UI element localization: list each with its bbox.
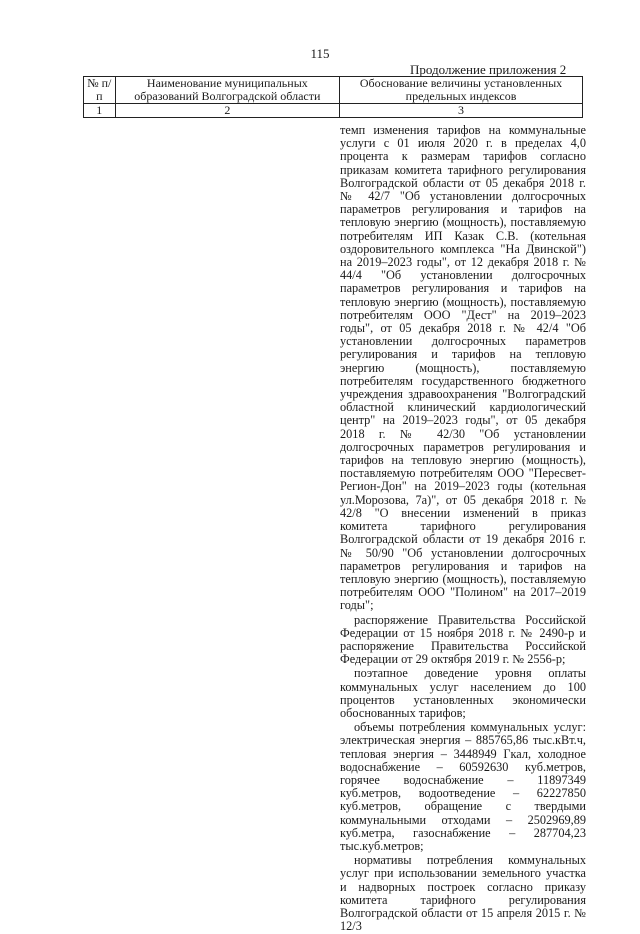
continuation-note: Продолжение приложения 2 [410,62,567,77]
column-number-3: 3 [340,104,583,118]
justification-text [340,124,586,934]
column-number-1: 1 [84,104,116,118]
paragraph-consumption-volumes: объемы потребления коммунальных услуг: электрическая энергия – 885765,86 тыс.кВт.ч, тепловая энергия – 3448949 Гкал, холодное водоснабжение – 60592630 куб.метров, горячее водоснабжение – 11897349 куб.метров, водоотведение – 62227850 куб.метров, обращение с твердыми коммунальными отходами – 2502969,89 куб.метра, газоснабжение – 287704,23 тыс.куб.метров; [340,720,586,853]
header-row [84,77,583,104]
paragraph-consumption-norms: нормативы потребления коммунальных услуг при использовании земельного участка и надворных построек согласно приказу комитета тарифного регулирования Волгоградской области от 15 апреля 2015 г. № 12/3 [340,853,586,934]
header-col-justification: Обоснование величины установленных предельных индексов [340,77,583,104]
column-number-row [84,104,583,118]
table-header [83,76,583,118]
paragraph-government-orders: распоряжение Правительства Российской Федерации от 15 ноября 2018 г. № 2490-р и распоряжение Правительства Российской Федерации от 29 октября 2019 г. № 2556-р; [340,612,586,667]
column-number-2: 2 [115,104,339,118]
page-number: 115 [310,46,330,61]
header-col-municipality: Наименование муниципальных образований Волгоградской области [115,77,339,104]
paragraph-tariff-rate: темп изменения тарифов на коммунальные услуги с 01 июля 2020 г. в пределах 4,0 процента к размерам тарифов согласно приказам комитета тарифного регулирования Волгоградской области от 05 декабря 2018 г. № 42/7 "Об установлении долгосрочных параметров регулирования и тарифов на тепловую энергию (мощность), поставляемую потребителям ИП Казак С.В. (котельная оздоровительного комплекса "На Двинской") на 2019–2023 годы", от 12 декабря 2018 г. № 44/4 "Об установлении долгосрочных параметров регулирования и тарифов на тепловую энергию (мощность), поставляемую потребителям ООО "Дест" на 2019–2023 годы", от 05 декабря 2018 г. № 42/4 "Об установлении долгосрочных параметров регулирования и тарифов на тепловую энергию (мощность), поставляемую потребителям государственного бюджетного учреждения здравоохранения "Волгоградский областной клинический кардиологический центр" на 2019–2023 годы", от 05 декабря 2018 г. № 42/30 "Об установлении долгосрочных параметров регулирования и тарифов на тепловую энергию (мощность), поставляемую потребителям ООО "Пересвет-Регион-Дон" на 2019–2023 годы (котельная ул.Морозова, 7а)", от 05 декабря 2018 г. № 42/8 "О внесении изменений в приказ комитета тарифного регулирования Волгоградской области от 19 декабря 2016 г. № 50/90 "Об установлении долгосрочных параметров регулирования и тарифов на тепловую энергию (мощность), поставляемую потребителям ООО "Полином" на 2017–2019 годы"; [340,123,586,613]
header-col-number: № п/п [84,77,116,104]
paragraph-payment-level: поэтапное доведение уровня оплаты коммунальных услуг населением до 100 процентов установленных экономически обоснованных тарифов; [340,666,586,720]
